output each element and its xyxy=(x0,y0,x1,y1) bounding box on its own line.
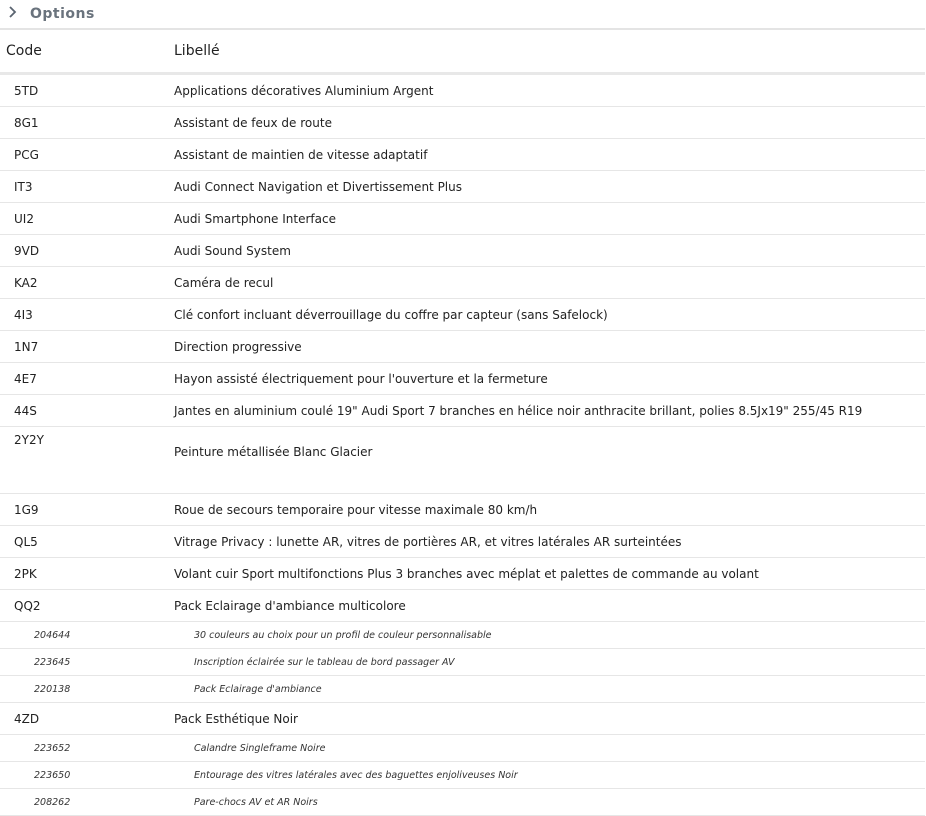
option-code: UI2 xyxy=(0,203,166,235)
table-row xyxy=(0,703,925,735)
chevron-right-icon[interactable] xyxy=(8,6,22,22)
table-row xyxy=(0,267,925,299)
sub-option-label: Pack Eclairage d'ambiance xyxy=(166,676,925,703)
option-code: QL5 xyxy=(0,526,166,558)
table-subrow xyxy=(0,622,925,649)
option-code: 1G9 xyxy=(0,494,166,526)
sub-option-label: 30 couleurs au choix pour un profil de couleur personnalisable xyxy=(166,622,925,649)
table-header-row xyxy=(0,30,925,74)
option-label: Volant cuir Sport multifonctions Plus 3 branches avec méplat et palettes de commande au volant xyxy=(166,558,925,590)
table-subrow xyxy=(0,735,925,762)
sub-option-label: Inscription éclairée sur le tableau de bord passager AV xyxy=(166,649,925,676)
option-code: IT3 xyxy=(0,171,166,203)
option-label: Roue de secours temporaire pour vitesse maximale 80 km/h xyxy=(166,494,925,526)
table-row xyxy=(0,203,925,235)
options-table xyxy=(0,30,925,816)
table-row xyxy=(0,558,925,590)
table-row xyxy=(0,363,925,395)
option-label: Hayon assisté électriquement pour l'ouverture et la fermeture xyxy=(166,363,925,395)
table-row xyxy=(0,494,925,526)
column-header-code: Code xyxy=(0,30,166,74)
option-label: Pack Eclairage d'ambiance multicolore xyxy=(166,590,925,622)
option-code: 4ZD xyxy=(0,703,166,735)
table-row xyxy=(0,427,925,494)
column-header-label: Libellé xyxy=(166,30,925,74)
sub-option-code: 204644 xyxy=(0,622,166,649)
option-label: Jantes en aluminium coulé 19" Audi Sport 7 branches en hélice noir anthracite brillant, polies 8.5Jx19" 255/45 R19 xyxy=(166,395,925,427)
option-label: Assistant de maintien de vitesse adaptatif xyxy=(166,139,925,171)
option-label: Pack Esthétique Noir xyxy=(166,703,925,735)
option-label: Audi Smartphone Interface xyxy=(166,203,925,235)
option-code: 8G1 xyxy=(0,107,166,139)
table-row xyxy=(0,74,925,107)
option-label: Peinture métallisée Blanc Glacier xyxy=(166,427,925,494)
option-label: Direction progressive xyxy=(166,331,925,363)
option-label: Audi Sound System xyxy=(166,235,925,267)
option-code: 5TD xyxy=(0,74,166,107)
table-row xyxy=(0,171,925,203)
option-code: PCG xyxy=(0,139,166,171)
sub-option-label: Entourage des vitres latérales avec des baguettes enjoliveuses Noir xyxy=(166,762,925,789)
sub-option-code: 223652 xyxy=(0,735,166,762)
option-label: Caméra de recul xyxy=(166,267,925,299)
option-label: Clé confort incluant déverrouillage du coffre par capteur (sans Safelock) xyxy=(166,299,925,331)
sub-option-code: 208262 xyxy=(0,789,166,816)
option-code: 44S xyxy=(0,395,166,427)
options-section-header[interactable] xyxy=(0,0,925,30)
option-code: 2PK xyxy=(0,558,166,590)
option-code: QQ2 xyxy=(0,590,166,622)
table-row xyxy=(0,395,925,427)
table-row xyxy=(0,526,925,558)
option-code: 1N7 xyxy=(0,331,166,363)
option-code: 4I3 xyxy=(0,299,166,331)
table-row xyxy=(0,107,925,139)
table-subrow xyxy=(0,676,925,703)
section-title: Options xyxy=(30,6,95,22)
sub-option-label: Pare-chocs AV et AR Noirs xyxy=(166,789,925,816)
option-label: Audi Connect Navigation et Divertissement Plus xyxy=(166,171,925,203)
table-row xyxy=(0,299,925,331)
table-row xyxy=(0,139,925,171)
option-code: KA2 xyxy=(0,267,166,299)
option-label: Vitrage Privacy : lunette AR, vitres de portières AR, et vitres latérales AR surteintées xyxy=(166,526,925,558)
sub-option-code: 223645 xyxy=(0,649,166,676)
table-subrow xyxy=(0,789,925,816)
sub-option-code: 223650 xyxy=(0,762,166,789)
sub-option-label: Calandre Singleframe Noire xyxy=(166,735,925,762)
table-row xyxy=(0,331,925,363)
table-subrow xyxy=(0,649,925,676)
option-code: 2Y2Y xyxy=(0,427,166,494)
table-subrow xyxy=(0,762,925,789)
table-row xyxy=(0,590,925,622)
option-code: 4E7 xyxy=(0,363,166,395)
table-row xyxy=(0,235,925,267)
option-label: Applications décoratives Aluminium Argent xyxy=(166,74,925,107)
option-code: 9VD xyxy=(0,235,166,267)
option-label: Assistant de feux de route xyxy=(166,107,925,139)
sub-option-code: 220138 xyxy=(0,676,166,703)
